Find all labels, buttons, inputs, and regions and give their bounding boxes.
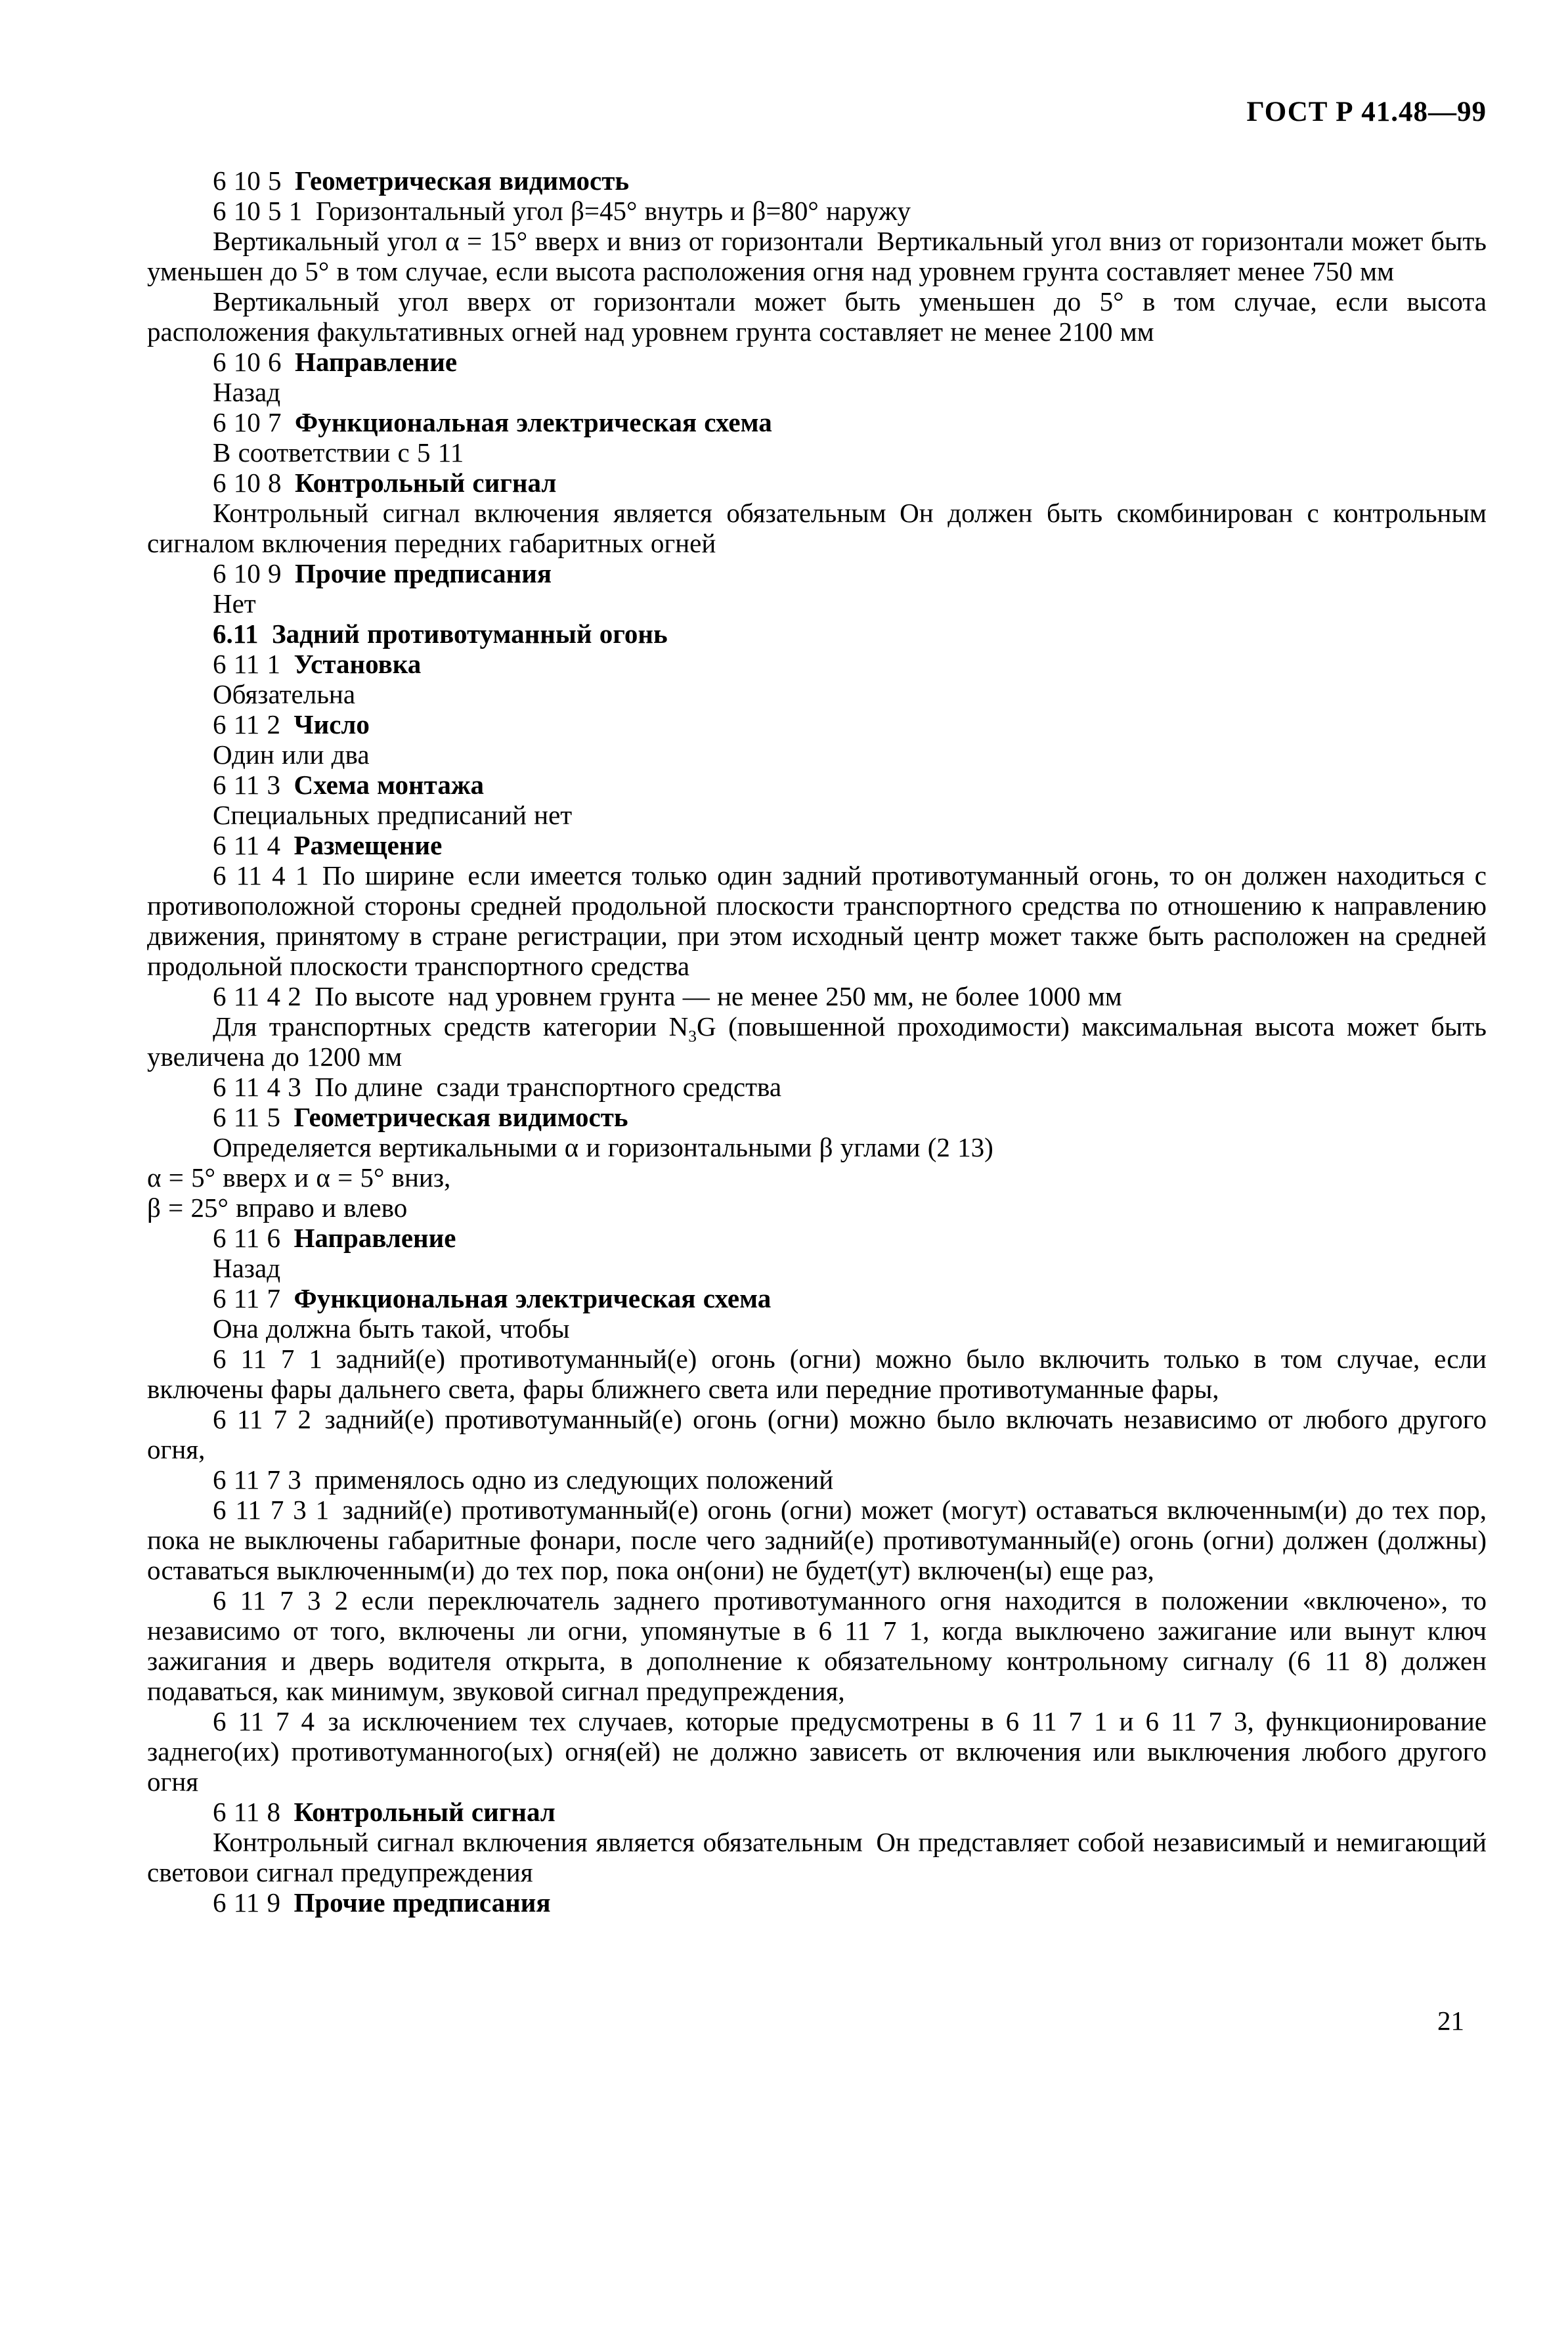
paragraph (147, 1313, 1487, 1344)
heading-text: Функциональная электрическая схема (295, 407, 772, 437)
section-heading (147, 1887, 1487, 1918)
text-run: 6 11 7 4 за исключением тех случаев, которые предусмотрены в 6 11 7 1 и 6 11 7 3, функционирование заднего(их) противотуманного(ых) огня(ей) не должно зависеть от включения или выключения любого другого огня (147, 1706, 1487, 1797)
heading-text: Геометрическая видимость (295, 165, 630, 196)
text-run: 6 11 1 (213, 649, 294, 679)
heading-text: Геометрическая видимость (294, 1102, 628, 1132)
text-run: Вертикальный угол α = 15° вверх и вниз от горизонтали Вертикальный угол вниз от горизонтали может быть уменьшен до 5° в том случае, если высота расположения огня над уровнем грунта составляет менее 750 мм (147, 226, 1487, 286)
text-run: Для транспортных средств категории N (213, 1011, 689, 1042)
text-run: Контрольный сигнал включения является обязательным Он должен быть скомбинирован с контрольным сигналом включения передних габаритных огней (147, 498, 1487, 558)
section-heading (147, 1797, 1487, 1827)
text-run: 6 11 8 (213, 1797, 294, 1827)
text-run: Вертикальный угол вверх от горизонтали может быть уменьшен до 5° в том случае, если высота расположения факультативных огней над уровнем грунта составляет не менее 2100 мм (147, 286, 1487, 347)
text-run: 6 10 6 (213, 347, 295, 377)
text-run: Контрольный сигнал включения является обязательным Он представляет собой независимый и немигающий световои сигнал предупреждения (147, 1827, 1487, 1887)
text-run: Специальных предписаний нет (213, 800, 573, 830)
section-heading (147, 619, 1487, 649)
text-run: 6 10 9 (213, 558, 295, 588)
paragraph (147, 1344, 1487, 1404)
heading-text: Прочие предписания (294, 1887, 551, 1918)
text-run: 6 11 7 3 2 если переключатель заднего противотуманного огня находится в положении «включено», то независимо от того, включены ли огни, упомянутые в 6 11 7 1, когда выключено зажигание или вынут ключ зажигания и дверь водителя открыта, в дополнение к обязательному контрольному сигналу (6 11 8) должен подаваться, как минимум, звуковой сигнал предупреждения, (147, 1585, 1487, 1706)
heading-text: Направление (295, 347, 458, 377)
section-heading (147, 649, 1487, 679)
heading-text: Установка (294, 649, 422, 679)
text-run: 6 11 4 1 По ширине если имеется только один задний противотуманный огонь, то он должен находиться с противоположной стороны средней продольной плоскости транспортного средства по отношению к направлению движения, принятому в стране регистрации, при этом исходный центр может также быть расположен на средней продольной плоскости транспортного средства (147, 860, 1487, 981)
text-run: 6 10 7 (213, 407, 295, 437)
paragraph (147, 1253, 1487, 1283)
paragraph (147, 196, 1487, 226)
text-run: 6 11 4 (213, 830, 294, 860)
text-run: α = 5° вверх и α = 5° вниз, (147, 1162, 451, 1193)
heading-text: Размещение (294, 830, 443, 860)
section-heading (147, 770, 1487, 800)
heading-text: Число (294, 709, 370, 739)
text-run: 6 11 7 (213, 1283, 294, 1313)
paragraph (147, 1193, 1487, 1223)
paragraph (147, 1464, 1487, 1495)
document-body (147, 165, 1487, 1918)
text-run: В соответствии с 5 11 (213, 437, 464, 468)
doc-code-header: ГОСТ Р 41.48—99 (1246, 97, 1487, 127)
paragraph (147, 1072, 1487, 1102)
section-heading (147, 558, 1487, 588)
heading-text: 6.11 Задний противотуманный огонь (213, 619, 668, 649)
text-run: 6 11 7 1 задний(е) противотуманный(е) огонь (огни) можно было включить только в том случае, если включены фары дальнего света, фары ближнего света или передние противотуманные фары, (147, 1344, 1487, 1404)
heading-text: Направление (294, 1223, 456, 1253)
paragraph (147, 1404, 1487, 1464)
heading-text: Прочие предписания (295, 558, 552, 588)
text-run: β = 25° вправо и влево (147, 1193, 408, 1223)
text-run: Определяется вертикальными α и горизонтальными β углами (2 13) (213, 1132, 993, 1162)
text-run: 6 11 2 (213, 709, 294, 739)
paragraph (147, 800, 1487, 830)
text-run: Назад (213, 377, 281, 407)
text-run: 6 11 9 (213, 1887, 294, 1918)
section-heading (147, 1102, 1487, 1132)
text-run: Она должна быть такой, чтобы (213, 1313, 570, 1344)
text-run: 6 10 5 (213, 165, 295, 196)
paragraph (147, 1585, 1487, 1706)
heading-text: Схема монтажа (294, 770, 485, 800)
paragraph (147, 679, 1487, 709)
section-heading (147, 407, 1487, 437)
paragraph (147, 437, 1487, 468)
paragraph (147, 981, 1487, 1011)
subscript-text: 3 (688, 1027, 697, 1046)
paragraph (147, 226, 1487, 286)
text-run: 6 11 4 3 По длине сзади транспортного средства (213, 1072, 782, 1102)
paragraph (147, 739, 1487, 770)
text-run: 6 11 5 (213, 1102, 294, 1132)
text-run: 6 11 7 3 1 задний(е) противотуманный(е) огонь (огни) может (могут) оставаться включенным(и) до тех пор, пока не выключены габаритные фонари, после чего задний(е) противотуманный(е) огонь (огни) должен (должны) оставаться выключенным(и) до тех пор, пока он(они) не будет(ут) включен(ы) еще раз, (147, 1495, 1487, 1585)
heading-text: Контрольный сигнал (295, 468, 557, 498)
paragraph (147, 498, 1487, 558)
paragraph (147, 588, 1487, 619)
section-heading (147, 1223, 1487, 1253)
paragraph (147, 1011, 1487, 1072)
text-run: 6 10 8 (213, 468, 295, 498)
text-run: 6 11 7 2 задний(е) противотуманный(е) огонь (огни) можно было включать независимо от любого другого огня, (147, 1404, 1487, 1464)
section-heading (147, 709, 1487, 739)
paragraph (147, 1706, 1487, 1797)
section-heading (147, 830, 1487, 860)
text-run: Назад (213, 1253, 281, 1283)
text-run: 6 11 7 3 применялось одно из следующих положений (213, 1464, 834, 1495)
section-heading (147, 165, 1487, 196)
text-run: G (повышенной проходимости) максимальная высота может быть увеличена до 1200 мм (147, 1011, 1487, 1072)
section-heading (147, 1283, 1487, 1313)
text-run: Обязательна (213, 679, 356, 709)
text-run: 6 11 3 (213, 770, 294, 800)
text-run: Один или два (213, 739, 370, 770)
heading-text: Контрольный сигнал (294, 1797, 555, 1827)
text-run: 6 11 4 2 По высоте над уровнем грунта — не менее 250 мм, не более 1000 мм (213, 981, 1122, 1011)
paragraph (147, 377, 1487, 407)
text-run: Нет (213, 588, 256, 619)
paragraph (147, 1827, 1487, 1887)
paragraph (147, 860, 1487, 981)
paragraph (147, 286, 1487, 347)
heading-text: Функциональная электрическая схема (294, 1283, 772, 1313)
section-heading (147, 468, 1487, 498)
text-run: 6 11 6 (213, 1223, 294, 1253)
paragraph (147, 1162, 1487, 1193)
paragraph (147, 1132, 1487, 1162)
paragraph (147, 1495, 1487, 1585)
page-number: 21 (1437, 2006, 1464, 2036)
section-heading (147, 347, 1487, 377)
text-run: 6 10 5 1 Горизонтальный угол β=45° внутрь и β=80° наружу (213, 196, 911, 226)
